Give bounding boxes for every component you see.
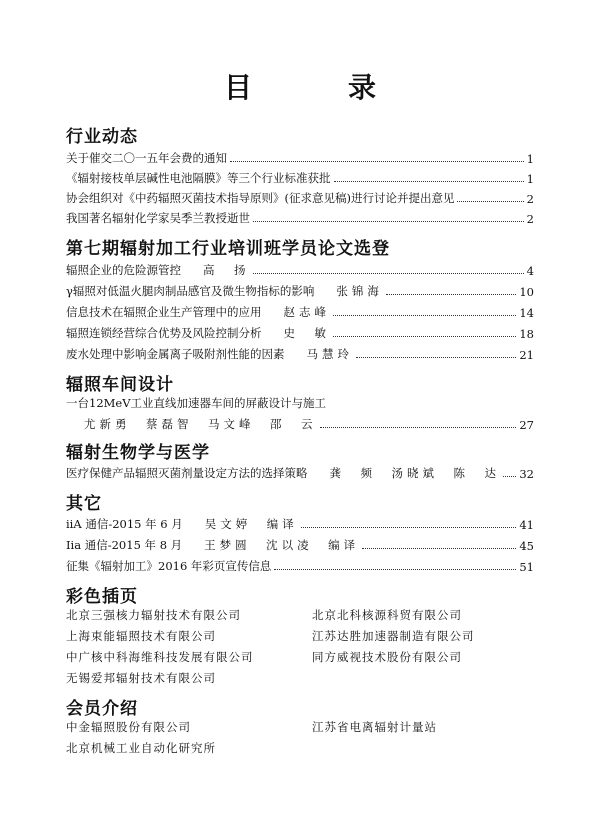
page-number: 32 (519, 467, 534, 481)
entry-title: Iia 通信-2015 年 8 月 (66, 538, 183, 552)
toc-entry[interactable] (66, 323, 534, 341)
dot-leader (253, 273, 524, 274)
entry-title: 辐照连锁经营综合优势及风险控制分析 (66, 326, 262, 340)
dot-leader (253, 221, 524, 222)
toc-entry[interactable] (66, 260, 534, 278)
page-number: 21 (519, 348, 534, 362)
toc-entry[interactable] (66, 208, 534, 226)
entry-author: 龚 频 汤晓斌 陈 达 (329, 466, 500, 480)
entry-author: 史 敏 (283, 326, 330, 340)
section-heading-bio: 辐射生物学与医学 (66, 443, 210, 463)
section-heading-color-pages: 彩色插页 (66, 587, 138, 607)
color-page-company: 中广核中科海维科技发展有限公司 (66, 650, 254, 664)
toc-entry[interactable] (66, 188, 534, 206)
toc-entry[interactable] (66, 535, 534, 553)
toc-entry-continuation[interactable] (84, 414, 534, 432)
section-heading-industry: 行业动态 (66, 127, 138, 147)
page-number: 27 (519, 418, 534, 432)
dot-leader (386, 294, 516, 295)
entry-title: 医疗保健产品辐照灭菌剂量设定方法的选择策略 (66, 466, 308, 480)
dot-leader (301, 527, 517, 528)
page-number: 18 (519, 327, 534, 341)
entry-author: 尤新勇 蔡磊智 马文峰 邵 云 (84, 417, 317, 431)
dot-leader (457, 201, 523, 202)
member-company: 中金辐照股份有限公司 (66, 720, 191, 734)
member-company: 北京机械工业自动化研究所 (66, 741, 216, 755)
color-page-company: 上海束能辐照技术有限公司 (66, 629, 216, 643)
toc-entry[interactable] (66, 168, 534, 186)
color-page-company: 江苏达胜加速器制造有限公司 (312, 629, 475, 643)
page-number: 10 (519, 285, 534, 299)
entry-title: 协会组织对《中药辐照灭菌技术指导原则》(征求意见稿)进行讨论并提出意见 (66, 191, 455, 205)
toc-entry[interactable] (66, 148, 534, 166)
page-number: 1 (526, 152, 534, 166)
dot-leader (362, 548, 516, 549)
toc-entry[interactable] (66, 463, 534, 481)
toc-entry[interactable] (66, 281, 534, 299)
section-heading-members: 会员介绍 (66, 699, 138, 719)
dot-leader (333, 336, 516, 337)
dot-leader (230, 161, 524, 162)
toc-entry[interactable] (66, 344, 534, 362)
entry-title: 关于催交二〇一五年会费的通知 (66, 151, 227, 165)
entry-author: 吴文婷 编译 (204, 517, 298, 531)
toc-entry[interactable] (66, 514, 534, 532)
entry-title: 信息技术在辐照企业生产管理中的应用 (66, 305, 262, 319)
section-heading-workshop: 辐照车间设计 (66, 375, 174, 395)
dot-leader (333, 315, 516, 316)
color-page-company: 无锡爱邦辐射技术有限公司 (66, 671, 216, 685)
entry-author: 王梦圆 沈以凌 编译 (204, 538, 360, 552)
entry-author: 赵志峰 (283, 305, 330, 319)
section-heading-training: 第七期辐射加工行业培训班学员论文选登 (66, 239, 390, 259)
dot-leader (356, 357, 516, 358)
color-page-company: 北京三强核力辐射技术有限公司 (66, 608, 241, 622)
color-page-company: 北京北科核源科贸有限公司 (312, 608, 462, 622)
toc-entry[interactable] (66, 393, 534, 411)
entry-title: γ辐照对低温火腿肉制品感官及微生物指标的影响 (66, 284, 315, 298)
entry-author: 马慧玲 (306, 347, 353, 361)
entry-title: 《辐射接枝单层碱性电池隔膜》等三个行业标准获批 (66, 171, 331, 185)
page-number: 14 (519, 306, 534, 320)
page-number: 2 (526, 192, 534, 206)
color-page-company: 同方威视技术股份有限公司 (312, 650, 462, 664)
page-number: 45 (519, 539, 534, 553)
page-title: 目 录 (223, 71, 410, 104)
entry-title: 废水处理中影响金属离子吸附剂性能的因素 (66, 347, 285, 361)
toc-entry[interactable] (66, 556, 534, 574)
page-number: 4 (526, 264, 534, 278)
entry-title: 辐照企业的危险源管控 (66, 263, 181, 277)
dot-leader (334, 181, 524, 182)
page-number: 1 (526, 172, 534, 186)
member-company: 江苏省电离辐射计量站 (312, 720, 437, 734)
toc-entry[interactable] (66, 302, 534, 320)
entry-title: 征集《辐射加工》2016 年彩页宣传信息 (66, 559, 272, 573)
dot-leader (503, 476, 516, 477)
page-number: 41 (519, 518, 534, 532)
dot-leader (274, 569, 516, 570)
page-number: 2 (526, 212, 534, 226)
dot-leader (320, 427, 517, 428)
page-number: 51 (519, 560, 534, 574)
entry-author: 高 扬 (203, 263, 250, 277)
entry-author: 张锦海 (336, 284, 383, 298)
section-heading-other: 其它 (66, 494, 102, 514)
entry-title: iiA 通信-2015 年 6 月 (66, 517, 183, 531)
entry-title: 我国著名辐射化学家吴季兰教授逝世 (66, 211, 250, 225)
entry-title: 一台12MeV工业直线加速器车间的屏蔽设计与施工 (66, 396, 327, 410)
